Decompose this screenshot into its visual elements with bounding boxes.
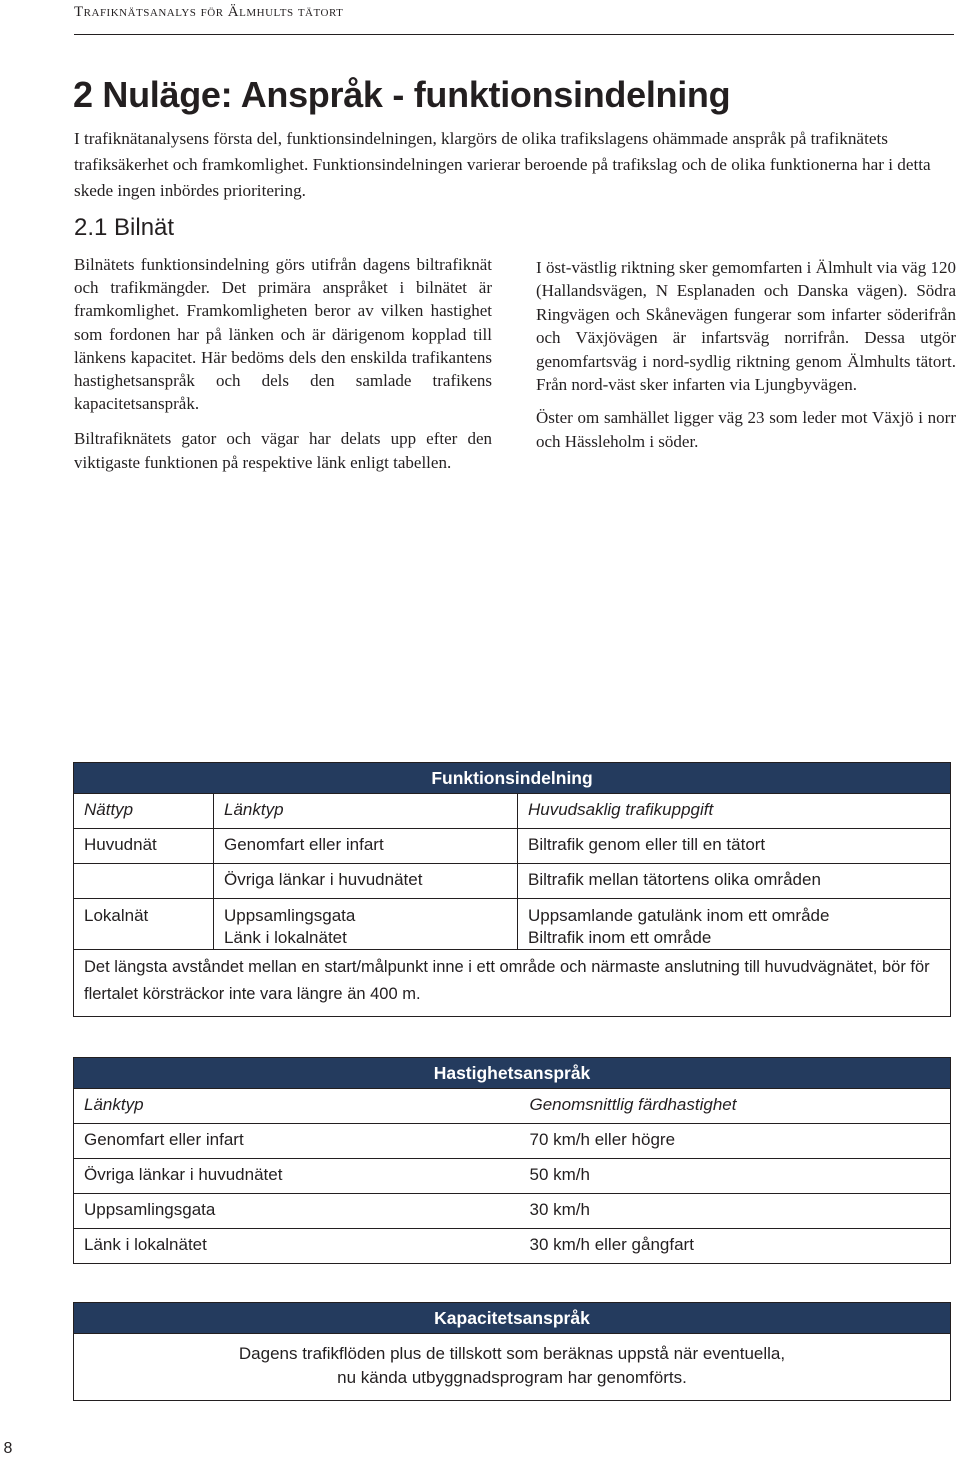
table-cell: 50 km/h bbox=[520, 1159, 951, 1194]
funktion-table-title: Funktionsindelning bbox=[74, 763, 951, 794]
header-fardhastighet: Genomsnittlig färdhastighet bbox=[520, 1089, 951, 1124]
table-cell: Uppsamlingsgata Länk i lokalnätet bbox=[214, 899, 518, 950]
table-cell: Uppsamlingsgata bbox=[74, 1194, 520, 1229]
table-cell: 70 km/h eller högre bbox=[520, 1124, 951, 1159]
kapacitet-line-1: Dagens trafikflöden plus de tillskott som beräknas uppstå när eventuella, bbox=[238, 1344, 786, 1363]
table-cell: Huvudnät bbox=[74, 829, 214, 864]
running-header: Trafiknätsanalys för Älmhults tätort bbox=[74, 4, 344, 20]
table-cell: Uppsamlande gatulänk inom ett område Biltrafik inom ett område bbox=[518, 899, 951, 950]
page-number: 8 bbox=[3, 1440, 13, 1457]
header-nattyp: Nättyp bbox=[74, 794, 214, 829]
page-title: 2 Nuläge: Anspråk - funktionsindelning bbox=[73, 74, 731, 115]
table-cell: Övriga länkar i huvudnätet bbox=[214, 864, 518, 899]
left-paragraph-1: Bilnätets funktionsindelning görs utifrån dagens biltrafiknät och trafikmängder. Det primära anspråket i bilnätet är framkomlighet. Framkomligheten beror av vilken hastighet som fordonen har på länken och är därigenom kopplad till länkens kapacitet. Här bedöms dels den enskilda trafikantens hastighetsanspråk och dels den samlade trafikens kapacitetsanspråk. bbox=[74, 255, 492, 414]
left-column bbox=[74, 253, 492, 486]
table-cell: Biltrafik mellan tätortens olika områden bbox=[518, 864, 951, 899]
section-heading: 2.1 Bilnät bbox=[74, 214, 175, 241]
right-column bbox=[536, 256, 956, 463]
header-trafikuppgift: Huvudsaklig trafikuppgift bbox=[518, 794, 951, 829]
kapacitet-table-title: Kapacitetsanspråk bbox=[74, 1303, 951, 1334]
kapacitet-table bbox=[73, 1302, 951, 1401]
right-paragraph-2: Öster om samhället ligger väg 23 som leder mot Växjö i norr och Hässleholm i söder. bbox=[536, 408, 956, 451]
hastighet-table bbox=[73, 1057, 951, 1264]
table-cell: 30 km/h eller gångfart bbox=[520, 1229, 951, 1264]
intro-paragraph: I trafiknätanalysens första del, funktionsindelningen, klargörs de olika trafikslagens ohämmade anspråk på trafiknätets trafiksäkerhet och framkomlighet. Funktionsindelningen varierar beroende på trafikslag och de olika funktionerna har i detta skede ingen inbördes prioritering. bbox=[74, 129, 931, 200]
header-lanktyp: Länktyp bbox=[214, 794, 518, 829]
table-cell: Biltrafik genom eller till en tätort bbox=[518, 829, 951, 864]
table-cell: Övriga länkar i huvudnätet bbox=[74, 1159, 520, 1194]
header-lanktyp: Länktyp bbox=[74, 1089, 520, 1124]
kapacitet-line-2: nu kända utbyggnadsprogram har genomförts. bbox=[337, 1368, 687, 1387]
right-paragraph-1: I öst-västlig riktning sker gemomfarten i Älmhult via väg 120 (Hallandsvägen, N Esplanaden och Danska vägen). Södra Ringvägen och Skånevägen fungerar som infarter söderifrån och Växjövägen är infartsväg norrifrån. Dessa utgör genomfartsväg i nord-sydlig riktning genom Älmhults tätort. Från nord-väst sker infarten via Ljungbyvägen. bbox=[536, 258, 956, 395]
hastighet-table-title: Hastighetsanspråk bbox=[74, 1058, 951, 1089]
table-cell: Lokalnät bbox=[74, 899, 214, 950]
table-cell: Länk i lokalnätet bbox=[74, 1229, 520, 1264]
left-paragraph-2: Biltrafiknätets gator och vägar har delats upp efter den viktigaste funktionen på respektive länk enligt tabellen. bbox=[74, 429, 492, 472]
table-cell: Genomfart eller infart bbox=[74, 1124, 520, 1159]
funktion-table-note: Det längsta avståndet mellan en start/målpunkt inne i ett område och närmaste anslutning till huvudvägnätet, bör för flertalet körsträckor inte vara längre än 400 m. bbox=[74, 950, 951, 1017]
table-cell: Genomfart eller infart bbox=[214, 829, 518, 864]
kapacitet-table-body bbox=[74, 1334, 951, 1401]
funktion-table bbox=[73, 762, 951, 1017]
header-rule bbox=[74, 34, 954, 35]
table-cell bbox=[74, 864, 214, 899]
table-cell: 30 km/h bbox=[520, 1194, 951, 1229]
